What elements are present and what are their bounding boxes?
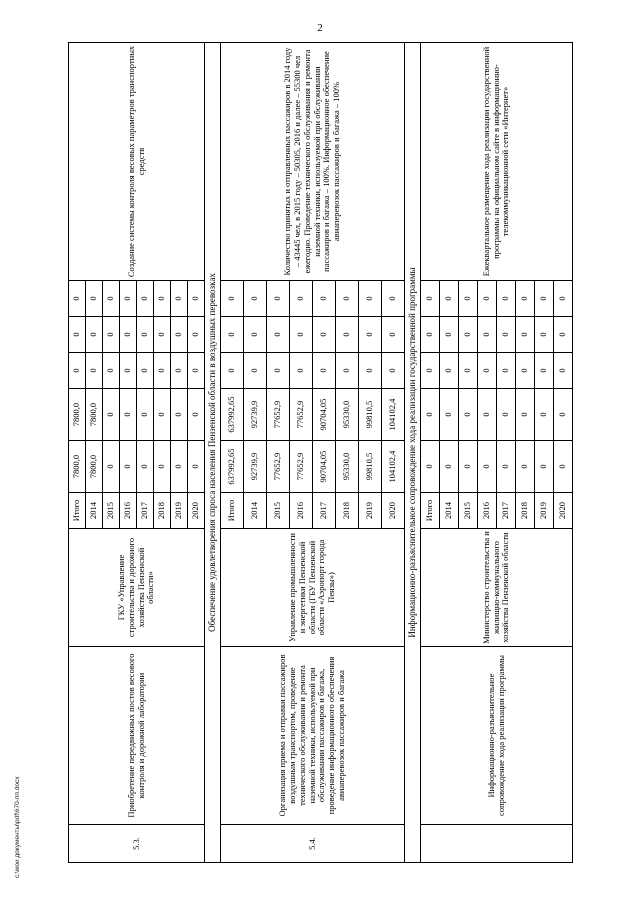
regional-budget-cell: 95330,0: [336, 389, 359, 441]
local-budget-cell: 0: [188, 317, 205, 353]
regional-budget-cell: 0: [497, 389, 516, 441]
federal-budget-cell: 0: [171, 353, 188, 389]
regional-budget-cell: 0: [421, 389, 440, 441]
regional-budget-cell: 0: [516, 389, 535, 441]
other-sources-cell: 0: [290, 281, 313, 317]
federal-budget-cell: 0: [359, 353, 382, 389]
regional-budget-cell: 0: [478, 389, 497, 441]
other-sources-cell: 0: [86, 281, 103, 317]
local-budget-cell: 0: [290, 317, 313, 353]
local-budget-cell: 0: [497, 317, 516, 353]
other-sources-cell: 0: [421, 281, 440, 317]
other-sources-cell: 0: [188, 281, 205, 317]
year-cell: 2019: [535, 493, 554, 529]
year-cell: 2014: [440, 493, 459, 529]
federal-budget-cell: 0: [86, 353, 103, 389]
federal-budget-cell: 0: [290, 353, 313, 389]
year-cell: 2018: [154, 493, 171, 529]
federal-budget-cell: 0: [137, 353, 154, 389]
other-sources-cell: 0: [154, 281, 171, 317]
total-cell: 90704,05: [313, 441, 336, 493]
federal-budget-cell: 0: [535, 353, 554, 389]
regional-budget-cell: 0: [554, 389, 573, 441]
year-cell: 2020: [382, 493, 405, 529]
federal-budget-cell: 0: [440, 353, 459, 389]
section-title: Информационно-разъяснительное сопровождение хода реализации государственной программы: [405, 43, 421, 863]
federal-budget-cell: 0: [497, 353, 516, 389]
year-cell: 2014: [244, 493, 267, 529]
regional-budget-cell: 90704,05: [313, 389, 336, 441]
section-header-row: [205, 43, 221, 863]
total-cell: 0: [516, 441, 535, 493]
year-cell: 2015: [459, 493, 478, 529]
local-budget-cell: 0: [103, 317, 120, 353]
local-budget-cell: 0: [440, 317, 459, 353]
result-cell: Создание системы контроля весовых параметров транспортных средств: [69, 43, 205, 281]
other-sources-cell: 0: [221, 281, 244, 317]
year-cell: 2015: [267, 493, 290, 529]
federal-budget-cell: 0: [154, 353, 171, 389]
other-sources-cell: 0: [267, 281, 290, 317]
total-cell: 0: [459, 441, 478, 493]
regional-budget-cell: 0: [440, 389, 459, 441]
year-cell: 2015: [103, 493, 120, 529]
local-budget-cell: 0: [478, 317, 497, 353]
year-cell: 2016: [290, 493, 313, 529]
local-budget-cell: 0: [154, 317, 171, 353]
federal-budget-cell: 0: [221, 353, 244, 389]
row-number-cell: 5.4.: [221, 825, 405, 863]
total-cell: 0: [421, 441, 440, 493]
executor-cell: Министерство строительства и жилищно-коммунального хозяйства Пензенской области: [421, 529, 573, 647]
year-cell: 2018: [336, 493, 359, 529]
year-cell: 2019: [171, 493, 188, 529]
local-budget-cell: 0: [336, 317, 359, 353]
total-cell: 99810,5: [359, 441, 382, 493]
regional-budget-cell: 77652,9: [290, 389, 313, 441]
total-cell: 0: [154, 441, 171, 493]
regional-budget-cell: 0: [137, 389, 154, 441]
other-sources-cell: 0: [497, 281, 516, 317]
local-budget-cell: 0: [516, 317, 535, 353]
local-budget-cell: 0: [86, 317, 103, 353]
regional-budget-cell: 7800,0: [69, 389, 86, 441]
federal-budget-cell: 0: [382, 353, 405, 389]
local-budget-cell: 0: [459, 317, 478, 353]
total-cell: 77652,9: [267, 441, 290, 493]
other-sources-cell: 0: [103, 281, 120, 317]
other-sources-cell: 0: [554, 281, 573, 317]
federal-budget-cell: 0: [103, 353, 120, 389]
local-budget-cell: 0: [359, 317, 382, 353]
federal-budget-cell: 0: [336, 353, 359, 389]
table-row: [221, 43, 244, 863]
federal-budget-cell: 0: [120, 353, 137, 389]
regional-budget-cell: 0: [154, 389, 171, 441]
year-cell: Итого: [69, 493, 86, 529]
footer-path: c:\мои документы\pdf\670-пп.docx: [14, 776, 21, 878]
local-budget-cell: 0: [267, 317, 290, 353]
federal-budget-cell: 0: [69, 353, 86, 389]
section-title: Обеспечение удовлетворения спроса населения Пензенской области в воздушных перевозках: [205, 43, 221, 863]
section-header-row: [405, 43, 421, 863]
other-sources-cell: 0: [516, 281, 535, 317]
federal-budget-cell: 0: [421, 353, 440, 389]
local-budget-cell: 0: [421, 317, 440, 353]
year-cell: 2018: [516, 493, 535, 529]
total-cell: 0: [137, 441, 154, 493]
total-cell: 95330,0: [336, 441, 359, 493]
regional-budget-cell: 0: [535, 389, 554, 441]
federal-budget-cell: 0: [478, 353, 497, 389]
total-cell: 0: [188, 441, 205, 493]
total-cell: 0: [497, 441, 516, 493]
federal-budget-cell: 0: [244, 353, 267, 389]
local-budget-cell: 0: [171, 317, 188, 353]
year-cell: 2016: [478, 493, 497, 529]
year-cell: 2016: [120, 493, 137, 529]
local-budget-cell: 0: [120, 317, 137, 353]
regional-budget-cell: 0: [188, 389, 205, 441]
federal-budget-cell: 0: [459, 353, 478, 389]
other-sources-cell: 0: [69, 281, 86, 317]
other-sources-cell: 0: [535, 281, 554, 317]
executor-cell: Управление промышленности и энергетики Пензенской области (ГБУ Пензенской области «Аэропорт города Пензы»): [221, 529, 405, 647]
year-cell: Итого: [221, 493, 244, 529]
regional-budget-cell: 92739,9: [244, 389, 267, 441]
year-cell: 2014: [86, 493, 103, 529]
local-budget-cell: 0: [382, 317, 405, 353]
total-cell: 0: [554, 441, 573, 493]
regional-budget-cell: 637992,65: [221, 389, 244, 441]
regional-budget-cell: 7800,0: [86, 389, 103, 441]
table-row: [421, 43, 440, 863]
year-cell: 2017: [497, 493, 516, 529]
total-cell: 104102,4: [382, 441, 405, 493]
federal-budget-cell: 0: [516, 353, 535, 389]
table-row: [69, 43, 86, 863]
total-cell: 637992,65: [221, 441, 244, 493]
total-cell: 7800,0: [86, 441, 103, 493]
total-cell: 0: [120, 441, 137, 493]
total-cell: 0: [478, 441, 497, 493]
activity-cell: Информационно-разъяснительное сопровождение хода реализации программы: [421, 647, 573, 825]
regional-budget-cell: 0: [459, 389, 478, 441]
rotated-table-container: [68, 43, 608, 863]
total-cell: 92739,9: [244, 441, 267, 493]
total-cell: 0: [103, 441, 120, 493]
other-sources-cell: 0: [120, 281, 137, 317]
other-sources-cell: 0: [137, 281, 154, 317]
year-cell: 2020: [188, 493, 205, 529]
page-number: 2: [317, 22, 323, 34]
other-sources-cell: 0: [459, 281, 478, 317]
row-number-cell: [421, 825, 573, 863]
local-budget-cell: 0: [137, 317, 154, 353]
result-cell: Ежеквартальное размещение хода реализации государственной программы на официальном сайте в информационно-телекоммуникационной сети «Интернет»: [421, 43, 573, 281]
federal-budget-cell: 0: [267, 353, 290, 389]
activity-cell: Приобретение передвижных постов весового контроля и дорожной лаборатории: [69, 647, 205, 825]
year-cell: 2017: [313, 493, 336, 529]
other-sources-cell: 0: [171, 281, 188, 317]
regional-budget-cell: 99810,5: [359, 389, 382, 441]
local-budget-cell: 0: [535, 317, 554, 353]
federal-budget-cell: 0: [554, 353, 573, 389]
total-cell: 0: [171, 441, 188, 493]
total-cell: 7800,0: [69, 441, 86, 493]
other-sources-cell: 0: [336, 281, 359, 317]
executor-cell: ГКУ «Управление строительства и дорожного хозяйства Пензенской области»: [69, 529, 205, 647]
other-sources-cell: 0: [478, 281, 497, 317]
program-table: [68, 42, 573, 863]
local-budget-cell: 0: [244, 317, 267, 353]
activity-cell: Организация приема и отправки пассажиров воздушным транспортом, проведение технического обслуживания и ремонта наземной техники, используемой при обслуживании пассажиров и багажа, проведение информационного обеспечения авиаперевозок пассажиров и багажа: [221, 647, 405, 825]
regional-budget-cell: 0: [103, 389, 120, 441]
federal-budget-cell: 0: [313, 353, 336, 389]
result-cell: Количество принятых и отправленных пассажиров в 2014 году – 43445 чел, в 2015 году – 50305, 2016 и далее – 55300 чел ежегодно. Проведение технического обслуживания и ремонта наземной техники, используемой при обслуживании пассажиров и багажа – 100%. Информационное обеспечение авиаперевозок пассажиров и багажа – 100%: [221, 43, 405, 281]
regional-budget-cell: 0: [120, 389, 137, 441]
total-cell: 0: [440, 441, 459, 493]
regional-budget-cell: 104102,4: [382, 389, 405, 441]
year-cell: 2017: [137, 493, 154, 529]
row-number-cell: 5.3.: [69, 825, 205, 863]
local-budget-cell: 0: [69, 317, 86, 353]
total-cell: 0: [535, 441, 554, 493]
other-sources-cell: 0: [382, 281, 405, 317]
other-sources-cell: 0: [359, 281, 382, 317]
regional-budget-cell: 0: [171, 389, 188, 441]
year-cell: Итого: [421, 493, 440, 529]
local-budget-cell: 0: [221, 317, 244, 353]
other-sources-cell: 0: [244, 281, 267, 317]
total-cell: 77652,9: [290, 441, 313, 493]
year-cell: 2019: [359, 493, 382, 529]
local-budget-cell: 0: [554, 317, 573, 353]
federal-budget-cell: 0: [188, 353, 205, 389]
local-budget-cell: 0: [313, 317, 336, 353]
other-sources-cell: 0: [440, 281, 459, 317]
other-sources-cell: 0: [313, 281, 336, 317]
year-cell: 2020: [554, 493, 573, 529]
regional-budget-cell: 77652,9: [267, 389, 290, 441]
